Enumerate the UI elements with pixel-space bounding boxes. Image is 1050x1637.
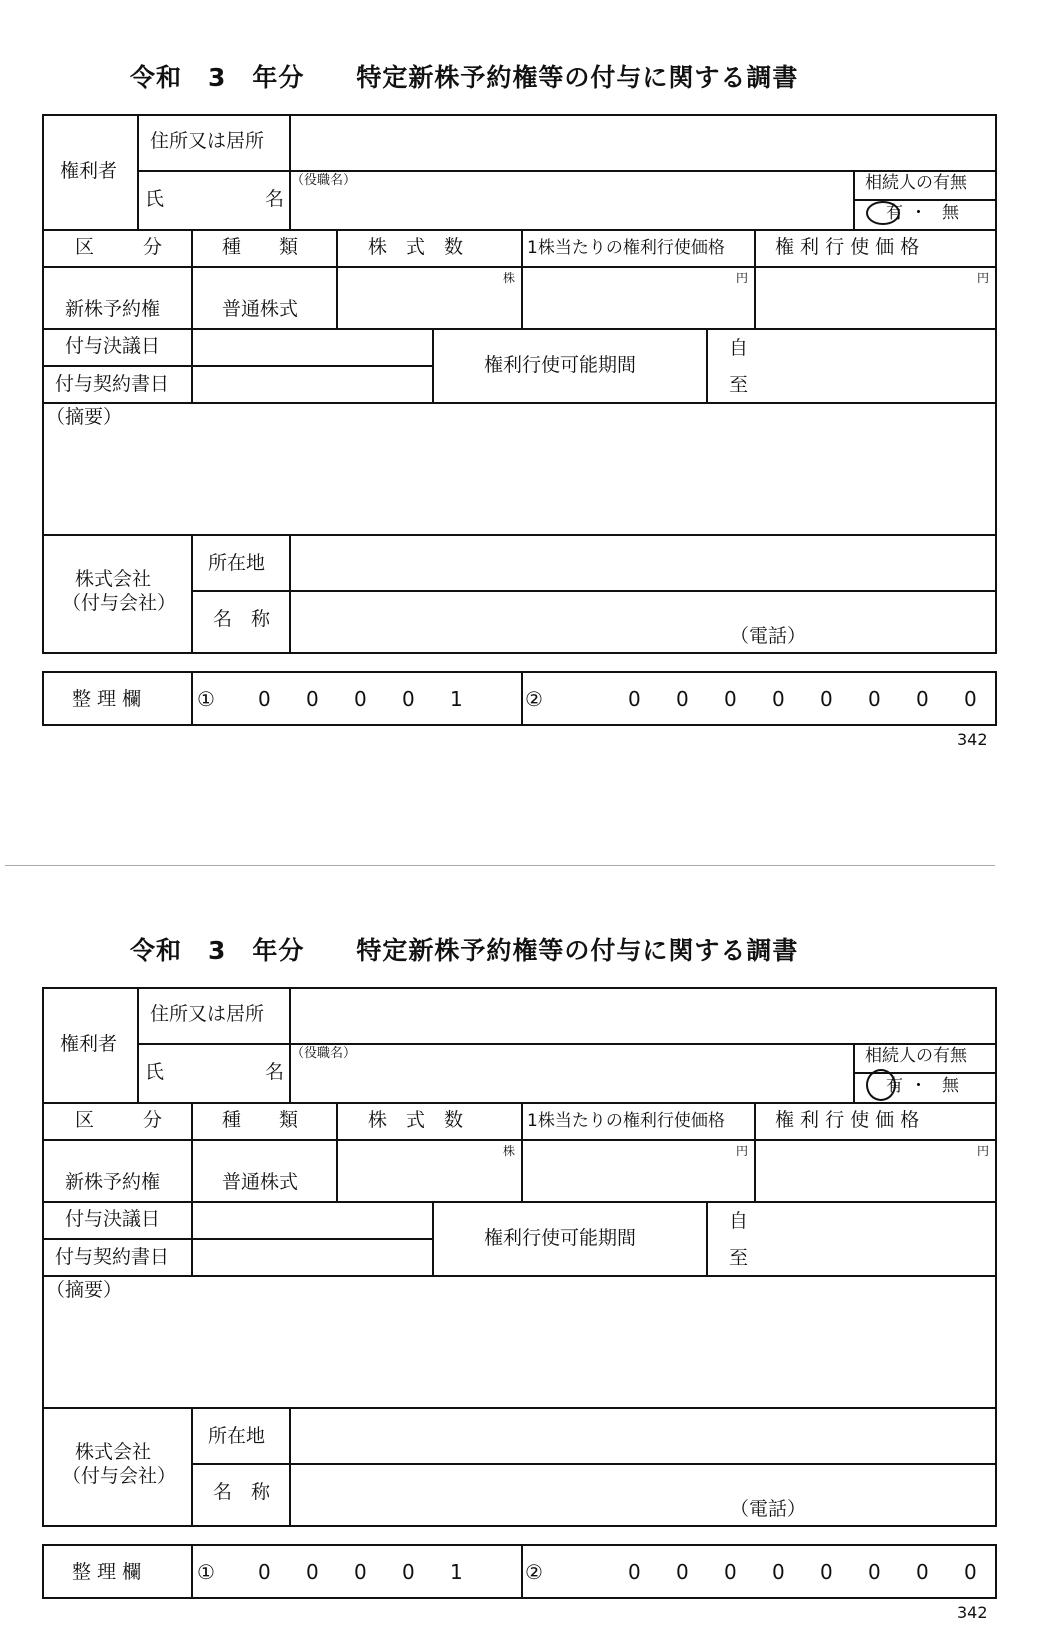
- company-label: 株式会社: [75, 568, 152, 590]
- reference-digit: 0: [258, 687, 271, 711]
- header-type: 種 類: [222, 1109, 299, 1131]
- header-exercise-price: 権 利 行 使 価 格: [775, 1109, 920, 1131]
- table-border: [42, 671, 997, 673]
- company-location-label: 所在地: [208, 552, 266, 574]
- header-category: 区: [75, 236, 95, 258]
- reference-digit: 1: [450, 1560, 463, 1584]
- reference-label: 整 理 欄: [72, 688, 142, 710]
- reference-mark-1: ①: [197, 1560, 215, 1584]
- reference-mark-2: ②: [525, 1560, 543, 1584]
- table-border: [336, 1102, 338, 1203]
- reference-digit: 0: [306, 1560, 319, 1584]
- heir-label: 相続人の有無: [865, 173, 967, 193]
- table-border: [137, 987, 139, 1103]
- position-label: （役職名）: [291, 1046, 357, 1061]
- reference-digit: 0: [402, 687, 415, 711]
- header-category: 分: [143, 236, 163, 258]
- table-border: [754, 1102, 756, 1203]
- name-label: 名: [265, 1061, 285, 1083]
- reference-digit: 0: [820, 1560, 833, 1584]
- reference-digit: 0: [724, 1560, 737, 1584]
- shares-unit: 株: [503, 271, 516, 285]
- holder-label: 権利者: [60, 1033, 118, 1055]
- table-border: [42, 1597, 997, 1599]
- table-border: [754, 229, 756, 330]
- period-to: 至: [729, 374, 749, 396]
- heir-no: 無: [942, 203, 959, 223]
- reference-digit: 0: [676, 1560, 689, 1584]
- table-border: [706, 1201, 708, 1277]
- table-border: [191, 1407, 193, 1525]
- table-border: [191, 229, 193, 330]
- name-label: 名: [265, 188, 285, 210]
- heir-yes: 有: [886, 1076, 903, 1096]
- table-border: [42, 402, 997, 404]
- table-border: [336, 229, 338, 330]
- table-border: [42, 1525, 997, 1527]
- reference-digit: 0: [354, 687, 367, 711]
- header-shares: 株 式 数: [368, 236, 464, 258]
- price-unit: 円: [736, 1144, 749, 1158]
- table-border: [42, 724, 997, 726]
- reference-mark-1: ①: [197, 687, 215, 711]
- table-border: [42, 266, 997, 268]
- table-border: [521, 1544, 523, 1599]
- table-border: [42, 1544, 44, 1599]
- table-border: [191, 1463, 997, 1465]
- shares-unit: 株: [503, 1144, 516, 1158]
- reference-digit: 0: [628, 1560, 641, 1584]
- heir-separator: ・: [910, 203, 927, 223]
- table-border: [191, 1102, 193, 1203]
- table-border: [191, 534, 193, 652]
- table-border: [42, 534, 997, 536]
- table-border: [42, 987, 997, 989]
- table-border: [521, 229, 523, 330]
- reference-digit: 0: [916, 1560, 929, 1584]
- reference-digit: 0: [258, 1560, 271, 1584]
- table-border: [42, 1201, 997, 1203]
- table-border: [995, 987, 997, 1527]
- table-border: [289, 114, 291, 230]
- table-border: [42, 987, 44, 1527]
- position-label: （役職名）: [291, 173, 357, 188]
- reference-digit: 0: [964, 687, 977, 711]
- company-label: （付与会社）: [62, 1465, 177, 1487]
- table-border: [42, 229, 997, 231]
- table-border: [42, 114, 997, 116]
- period-from: 自: [729, 337, 749, 359]
- total-unit: 円: [977, 1144, 990, 1158]
- reference-digit: 0: [868, 1560, 881, 1584]
- header-category: 分: [143, 1109, 163, 1131]
- phone-label: （電話）: [730, 625, 807, 647]
- reference-digit: 0: [676, 687, 689, 711]
- table-border: [191, 671, 193, 726]
- table-border: [191, 328, 193, 404]
- phone-label: （電話）: [730, 1498, 807, 1520]
- page-separator: [5, 865, 995, 866]
- reference-digit: 0: [772, 687, 785, 711]
- table-border: [289, 534, 291, 652]
- remarks-label: （摘要）: [46, 406, 123, 428]
- company-name-label: 名 称: [213, 1481, 271, 1503]
- table-border: [42, 652, 997, 654]
- page-number: 342: [957, 730, 988, 749]
- table-border: [995, 1544, 997, 1599]
- table-border: [191, 590, 997, 592]
- table-border: [42, 1407, 997, 1409]
- header-exercise-price: 権 利 行 使 価 格: [775, 236, 920, 258]
- table-border: [995, 671, 997, 726]
- table-border: [521, 1102, 523, 1203]
- table-border: [42, 328, 997, 330]
- table-border: [706, 328, 708, 404]
- form-title: 令和 3 年分 特定新株予約権等の付与に関する調書: [130, 936, 799, 965]
- company-label: 株式会社: [75, 1441, 152, 1463]
- table-border: [191, 1544, 193, 1599]
- table-border: [137, 170, 997, 172]
- company-label: （付与会社）: [62, 592, 177, 614]
- header-type: 種 類: [222, 236, 299, 258]
- address-label: 住所又は居所: [150, 1003, 265, 1025]
- name-label: 氏: [145, 188, 165, 210]
- table-border: [289, 987, 291, 1103]
- reference-digit: 0: [402, 1560, 415, 1584]
- reference-digit: 0: [772, 1560, 785, 1584]
- period-to: 至: [729, 1247, 749, 1269]
- reference-digit: 0: [820, 687, 833, 711]
- reference-digit: 0: [724, 687, 737, 711]
- table-border: [42, 1238, 433, 1240]
- remarks-label: （摘要）: [46, 1279, 123, 1301]
- total-unit: 円: [977, 271, 990, 285]
- header-category: 区: [75, 1109, 95, 1131]
- heir-yes: 有: [886, 203, 903, 223]
- period-from: 自: [729, 1210, 749, 1232]
- table-border: [191, 1201, 193, 1277]
- header-price-per-share: 1株当たりの権利行使価格: [527, 238, 725, 258]
- row-category: 新株予約権: [65, 1171, 161, 1193]
- table-border: [432, 328, 434, 404]
- row-type: 普通株式: [222, 1171, 299, 1193]
- reference-digit: 0: [306, 687, 319, 711]
- exercise-period-label: 権利行使可能期間: [484, 354, 637, 376]
- name-label: 氏: [145, 1061, 165, 1083]
- table-border: [289, 1407, 291, 1525]
- heir-no: 無: [942, 1076, 959, 1096]
- reference-digit: 0: [916, 687, 929, 711]
- reference-digit: 1: [450, 687, 463, 711]
- table-border: [42, 1544, 997, 1546]
- resolution-date-label: 付与決議日: [65, 335, 161, 357]
- resolution-date-label: 付与決議日: [65, 1208, 161, 1230]
- contract-date-label: 付与契約書日: [55, 373, 170, 395]
- form-title: 令和 3 年分 特定新株予約権等の付与に関する調書: [130, 63, 799, 92]
- company-location-label: 所在地: [208, 1425, 266, 1447]
- table-border: [42, 1275, 997, 1277]
- row-category: 新株予約権: [65, 298, 161, 320]
- reference-digit: 0: [868, 687, 881, 711]
- table-border: [137, 114, 139, 230]
- form-2: [0, 873, 1050, 1637]
- reference-mark-2: ②: [525, 687, 543, 711]
- holder-label: 権利者: [60, 160, 118, 182]
- header-shares: 株 式 数: [368, 1109, 464, 1131]
- row-type: 普通株式: [222, 298, 299, 320]
- page-number: 342: [957, 1603, 988, 1622]
- company-name-label: 名 称: [213, 608, 271, 630]
- address-label: 住所又は居所: [150, 130, 265, 152]
- heir-separator: ・: [910, 1076, 927, 1096]
- table-border: [137, 1043, 997, 1045]
- price-unit: 円: [736, 271, 749, 285]
- table-border: [42, 1139, 997, 1141]
- table-border: [995, 114, 997, 654]
- reference-digit: 0: [628, 687, 641, 711]
- table-border: [521, 671, 523, 726]
- contract-date-label: 付与契約書日: [55, 1246, 170, 1268]
- reference-digit: 0: [354, 1560, 367, 1584]
- table-border: [42, 1102, 997, 1104]
- header-price-per-share: 1株当たりの権利行使価格: [527, 1111, 725, 1131]
- table-border: [42, 114, 44, 654]
- heir-label: 相続人の有無: [865, 1046, 967, 1066]
- exercise-period-label: 権利行使可能期間: [484, 1227, 637, 1249]
- table-border: [42, 365, 433, 367]
- reference-digit: 0: [964, 1560, 977, 1584]
- reference-label: 整 理 欄: [72, 1561, 142, 1583]
- table-border: [853, 199, 997, 201]
- table-border: [42, 671, 44, 726]
- table-border: [432, 1201, 434, 1277]
